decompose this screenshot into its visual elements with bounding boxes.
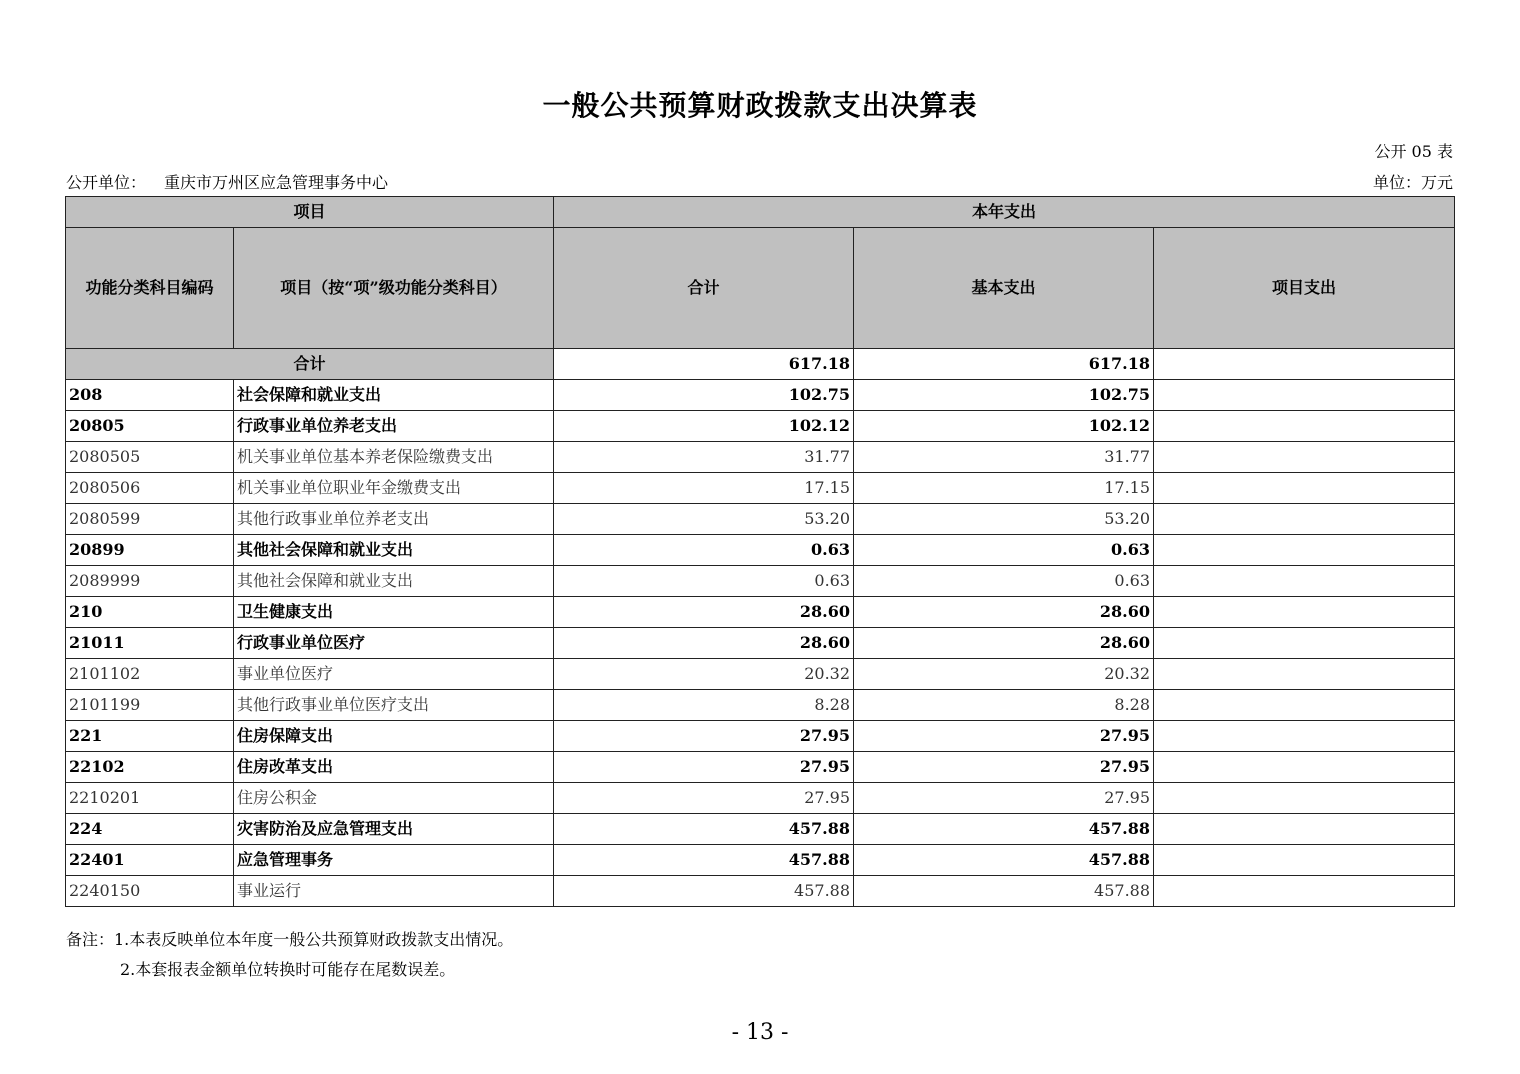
- basic-cell: 53.20: [854, 504, 1154, 535]
- table-row: [66, 690, 1455, 721]
- code-cell: 224: [66, 814, 234, 845]
- total-cell: 457.88: [554, 845, 854, 876]
- name-cell: 住房公积金: [234, 783, 554, 814]
- code-cell: 2080599: [66, 504, 234, 535]
- project-cell: [1154, 411, 1455, 442]
- table-row: [66, 473, 1455, 504]
- project-cell: [1154, 535, 1455, 566]
- code-cell: 22401: [66, 845, 234, 876]
- basic-cell: 27.95: [854, 721, 1154, 752]
- project-cell: [1154, 752, 1455, 783]
- basic-cell: 27.95: [854, 783, 1154, 814]
- name-cell: 应急管理事务: [234, 845, 554, 876]
- project-cell: [1154, 473, 1455, 504]
- project-cell: [1154, 783, 1455, 814]
- code-cell: 2080505: [66, 442, 234, 473]
- code-cell: 208: [66, 380, 234, 411]
- basic-cell: 102.12: [854, 411, 1154, 442]
- total-cell: 102.75: [554, 380, 854, 411]
- table-row: [66, 845, 1455, 876]
- code-cell: 2089999: [66, 566, 234, 597]
- basic-cell: 457.88: [854, 845, 1154, 876]
- project-cell: [1154, 690, 1455, 721]
- table-row: [66, 504, 1455, 535]
- basic-cell: 17.15: [854, 473, 1154, 504]
- total-cell: 8.28: [554, 690, 854, 721]
- total-cell: 20.32: [554, 659, 854, 690]
- project-cell: [1154, 442, 1455, 473]
- item-group-header: 项目: [66, 197, 554, 228]
- name-cell: 行政事业单位养老支出: [234, 411, 554, 442]
- total-cell: 0.63: [554, 566, 854, 597]
- page-title: 一般公共预算财政拨款支出决算表: [542, 89, 978, 122]
- name-cell: 卫生健康支出: [234, 597, 554, 628]
- name-cell: 住房保障支出: [234, 721, 554, 752]
- basic-cell: 0.63: [854, 566, 1154, 597]
- table-row: [66, 752, 1455, 783]
- name-cell: 灾害防治及应急管理支出: [234, 814, 554, 845]
- group-header-row: [66, 197, 1455, 228]
- total-cell: 28.60: [554, 597, 854, 628]
- basic-cell: 27.95: [854, 752, 1154, 783]
- code-cell: 210: [66, 597, 234, 628]
- code-cell: 2240150: [66, 876, 234, 907]
- name-cell: 住房改革支出: [234, 752, 554, 783]
- project-cell: [1154, 628, 1455, 659]
- project-cell: [1154, 876, 1455, 907]
- total-row-label: 合计: [66, 349, 554, 380]
- table-row: [66, 442, 1455, 473]
- name-cell: 行政事业单位医疗: [234, 628, 554, 659]
- basic-cell: 20.32: [854, 659, 1154, 690]
- table-row: [66, 814, 1455, 845]
- basic-cell: 457.88: [854, 876, 1154, 907]
- basic-column-header: 基本支出: [854, 228, 1154, 349]
- page-number: - 13 -: [731, 1020, 789, 1045]
- notes: [66, 925, 513, 985]
- name-cell: 其他行政事业单位医疗支出: [234, 690, 554, 721]
- total-row-basic: 617.18: [854, 349, 1154, 380]
- name-cell: 机关事业单位职业年金缴费支出: [234, 473, 554, 504]
- name-cell: 其他行政事业单位养老支出: [234, 504, 554, 535]
- project-cell: [1154, 566, 1455, 597]
- basic-cell: 8.28: [854, 690, 1154, 721]
- total-cell: 31.77: [554, 442, 854, 473]
- code-cell: 21011: [66, 628, 234, 659]
- basic-cell: 0.63: [854, 535, 1154, 566]
- total-cell: 0.63: [554, 535, 854, 566]
- total-cell: 17.15: [554, 473, 854, 504]
- name-cell: 事业单位医疗: [234, 659, 554, 690]
- total-row-project: [1154, 349, 1455, 380]
- project-cell: [1154, 659, 1455, 690]
- name-cell: 社会保障和就业支出: [234, 380, 554, 411]
- currency-unit: 单位：万元: [1372, 173, 1453, 192]
- table-row: [66, 876, 1455, 907]
- code-cell: 2101102: [66, 659, 234, 690]
- total-cell: 27.95: [554, 721, 854, 752]
- table-row: [66, 566, 1455, 597]
- note-line-2: 2.本套报表金额单位转换时可能存在尾数误差。: [120, 960, 456, 979]
- total-cell: 457.88: [554, 814, 854, 845]
- total-cell: 457.88: [554, 876, 854, 907]
- total-column-header: 合计: [554, 228, 854, 349]
- reporting-unit: [66, 170, 388, 193]
- unit-name: 重庆市万州区应急管理事务中心: [164, 173, 389, 192]
- code-cell: 20805: [66, 411, 234, 442]
- code-cell: 2101199: [66, 690, 234, 721]
- table-row: [66, 628, 1455, 659]
- total-row: [66, 349, 1455, 380]
- total-cell: 53.20: [554, 504, 854, 535]
- total-cell: 102.12: [554, 411, 854, 442]
- basic-cell: 457.88: [854, 814, 1154, 845]
- project-column-header: 项目支出: [1154, 228, 1455, 349]
- unit-label: 公开单位：: [66, 173, 147, 192]
- note-line-1: 备注：1.本表反映单位本年度一般公共预算财政拨款支出情况。: [66, 930, 514, 949]
- code-cell: 20899: [66, 535, 234, 566]
- table-row: [66, 659, 1455, 690]
- project-cell: [1154, 721, 1455, 752]
- name-cell: 其他社会保障和就业支出: [234, 535, 554, 566]
- project-cell: [1154, 845, 1455, 876]
- name-cell: 其他社会保障和就业支出: [234, 566, 554, 597]
- table-row: [66, 597, 1455, 628]
- total-cell: 27.95: [554, 783, 854, 814]
- project-cell: [1154, 504, 1455, 535]
- unit-info-row: [66, 170, 1453, 192]
- code-cell: 2080506: [66, 473, 234, 504]
- table-row: [66, 783, 1455, 814]
- name-cell: 事业运行: [234, 876, 554, 907]
- basic-cell: 28.60: [854, 628, 1154, 659]
- project-cell: [1154, 814, 1455, 845]
- table-row: [66, 411, 1455, 442]
- name-cell: 机关事业单位基本养老保险缴费支出: [234, 442, 554, 473]
- form-number: 公开 05 表: [1374, 142, 1453, 161]
- current-year-group-header: 本年支出: [554, 197, 1455, 228]
- basic-cell: 28.60: [854, 597, 1154, 628]
- name-column-header: 项目（按“项”级功能分类科目）: [234, 228, 554, 349]
- expenditure-table: [65, 196, 1455, 907]
- project-cell: [1154, 597, 1455, 628]
- table-row: [66, 721, 1455, 752]
- code-column-header: 功能分类科目编码: [66, 228, 234, 349]
- total-cell: 28.60: [554, 628, 854, 659]
- table-row: [66, 380, 1455, 411]
- total-row-total: 617.18: [554, 349, 854, 380]
- table-row: [66, 535, 1455, 566]
- total-cell: 27.95: [554, 752, 854, 783]
- code-cell: 221: [66, 721, 234, 752]
- basic-cell: 31.77: [854, 442, 1154, 473]
- basic-cell: 102.75: [854, 380, 1154, 411]
- code-cell: 22102: [66, 752, 234, 783]
- project-cell: [1154, 380, 1455, 411]
- code-cell: 2210201: [66, 783, 234, 814]
- column-header-row: [66, 228, 1455, 349]
